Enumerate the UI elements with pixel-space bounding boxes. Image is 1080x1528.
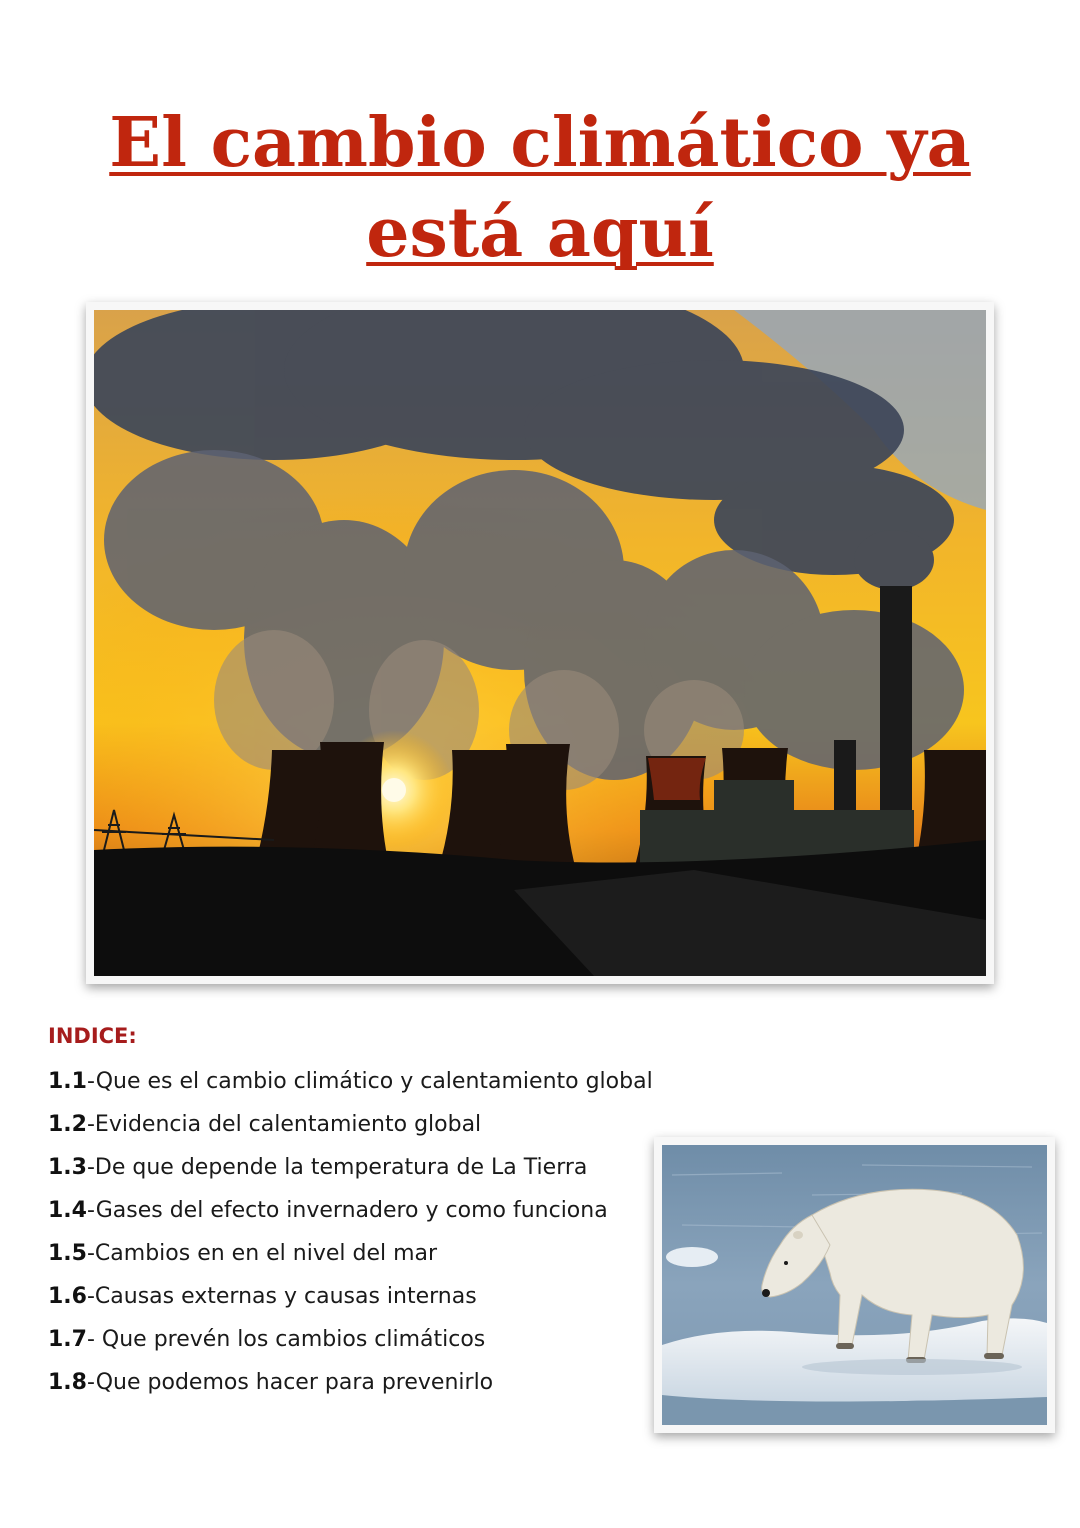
index-item-text: -Que podemos hacer para prevenirlo <box>86 1370 494 1395</box>
index-item-1-5[interactable] <box>48 1236 653 1279</box>
index-item-number: 1.8 <box>48 1370 87 1395</box>
index-item-number: 1.3 <box>48 1155 87 1180</box>
page-title-line-2: está aquí <box>366 193 714 273</box>
power-plant-photo <box>86 302 994 984</box>
index-item-number: 1.2 <box>48 1112 87 1137</box>
index-item-text: - Que prevén los cambios climáticos <box>86 1327 486 1352</box>
index-item-1-7[interactable] <box>48 1322 653 1365</box>
index-item-1-8[interactable] <box>48 1365 653 1408</box>
index-list <box>48 1064 653 1408</box>
index-item-text: -Evidencia del calentamiento global <box>86 1112 482 1137</box>
index-item-number: 1.4 <box>48 1198 87 1223</box>
power-plant-illustration <box>94 310 986 976</box>
index-item-number: 1.5 <box>48 1241 87 1266</box>
index-item-text: -Gases del efecto invernadero y como funciona <box>86 1198 608 1223</box>
index-item-text: -De que depende la temperatura de La Tierra <box>86 1155 588 1180</box>
index-item-text: -Que es el cambio climático y calentamiento global <box>86 1069 653 1094</box>
index-item-1-6[interactable] <box>48 1279 653 1322</box>
page-title <box>0 98 1080 278</box>
page-title-line-1: El cambio climático ya <box>109 103 971 183</box>
index-heading: INDICE: <box>48 1024 137 1048</box>
index-item-text: -Causas externas y causas internas <box>86 1284 477 1309</box>
index-item-text: -Cambios en en el nivel del mar <box>86 1241 438 1266</box>
index-item-number: 1.7 <box>48 1327 87 1352</box>
index-item-1-3[interactable] <box>48 1150 653 1193</box>
index-item-1-1[interactable] <box>48 1064 653 1107</box>
index-item-1-2[interactable] <box>48 1107 653 1150</box>
index-item-number: 1.6 <box>48 1284 87 1309</box>
polar-bear-illustration <box>662 1145 1047 1425</box>
index-item-number: 1.1 <box>48 1069 87 1094</box>
index-item-1-4[interactable] <box>48 1193 653 1236</box>
polar-bear-photo <box>654 1137 1055 1433</box>
